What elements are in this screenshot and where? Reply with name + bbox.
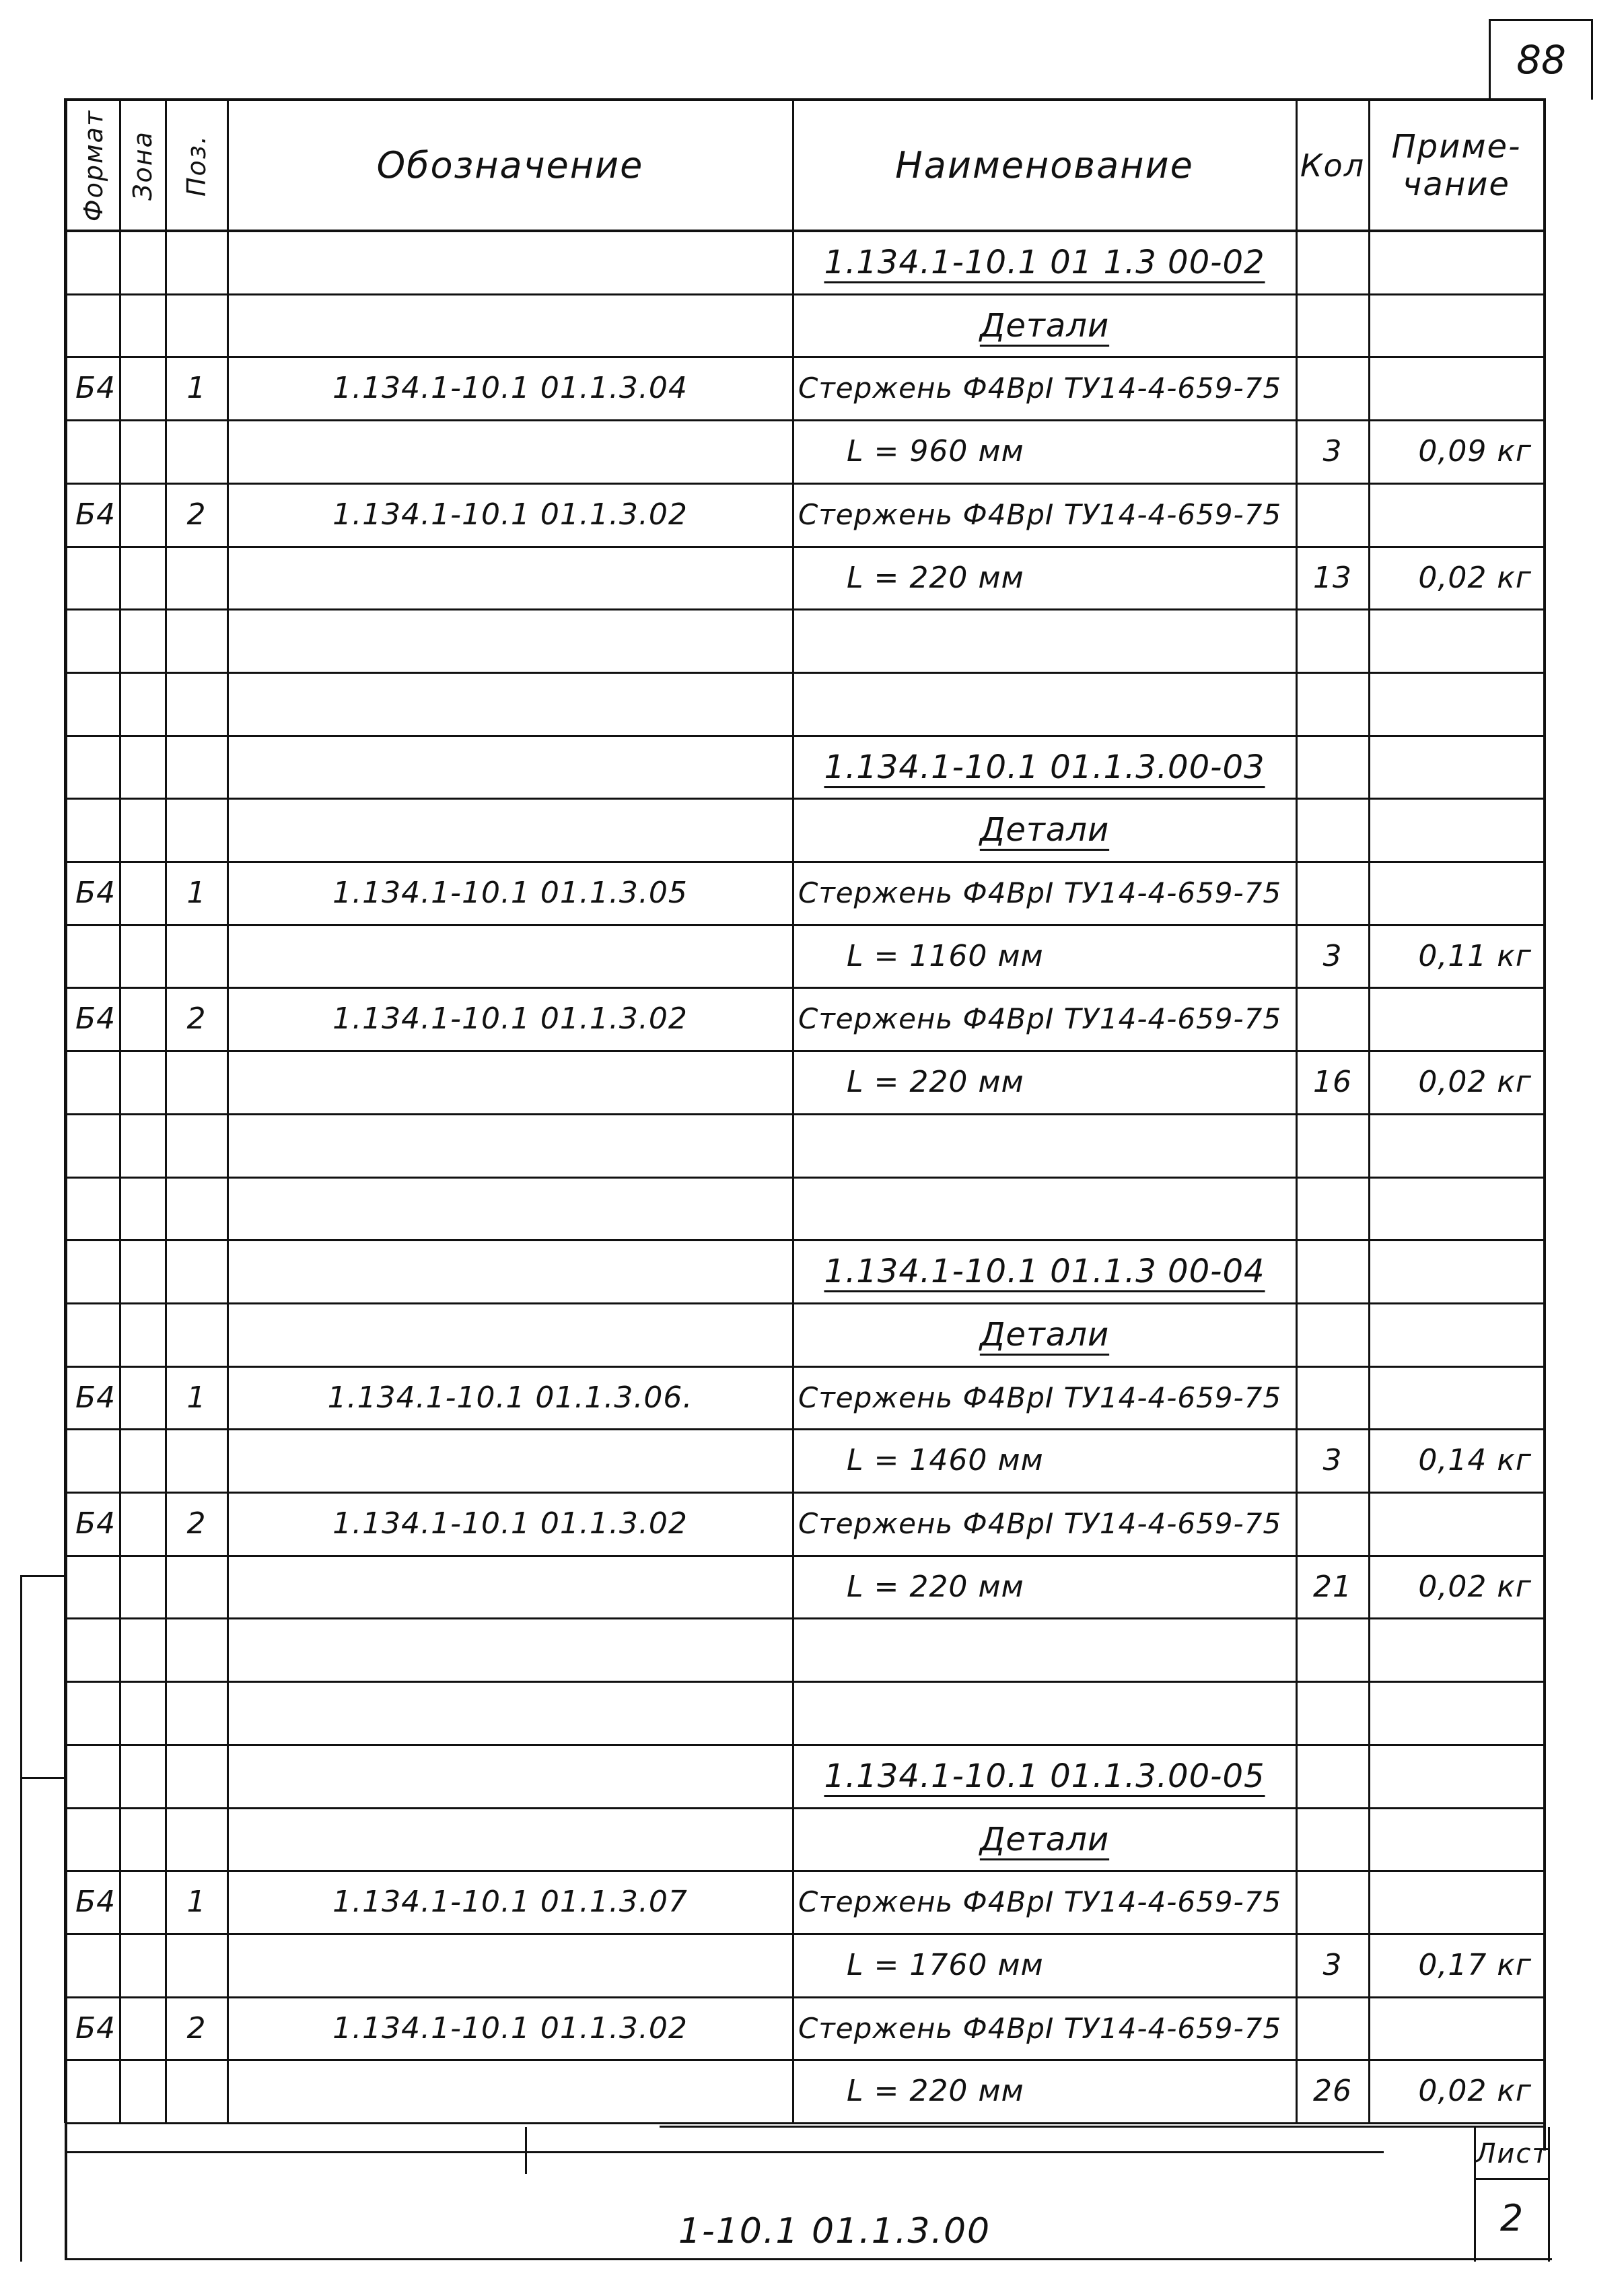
row-length: L = 220 мм (847, 1065, 1024, 1099)
row-divider (65, 798, 1545, 800)
row-note (1369, 1303, 1544, 1366)
row-quantity: 26 (1313, 2074, 1352, 2108)
header-name: Наименование (895, 144, 1194, 186)
row-note (1369, 1618, 1544, 1681)
row-quantity (1296, 1618, 1369, 1681)
group-title-text: 1.134.1-10.1 01.1.3.00-05 (824, 1757, 1265, 1795)
row-format: Б4 (75, 2011, 116, 2046)
row-name: Стержень Ф4ВрI ТУ14-4-659-75 (798, 1507, 1282, 1540)
row-divider (65, 1050, 1545, 1052)
row-quantity (1296, 1240, 1369, 1303)
row-group-title (793, 294, 1296, 357)
row-position (166, 1745, 227, 1808)
frame-left-line (65, 98, 67, 2259)
row-format: Б4 (75, 1002, 116, 1036)
row-quantity (1296, 736, 1369, 799)
row-length: L = 1460 мм (847, 1443, 1044, 1477)
page-number-box-right (1591, 19, 1593, 100)
row-designation (227, 294, 793, 357)
row-divider (65, 1302, 1545, 1304)
row-format (67, 1808, 120, 1871)
column-divider (1296, 98, 1298, 2123)
row-format (67, 1303, 120, 1366)
row-quantity (1296, 357, 1369, 420)
row-designation: 1.134.1-10.1 01.1.3.07 (332, 1885, 688, 1919)
row-divider (65, 1617, 1545, 1619)
row-designation (227, 672, 793, 736)
row-note (1369, 1681, 1544, 1745)
row-quantity: 16 (1313, 1065, 1352, 1099)
header-format: Формат (79, 109, 109, 221)
row-position: 1 (186, 1381, 207, 1415)
row-format (67, 1681, 120, 1745)
group-title-text: 1.134.1-10.1 01.1.3.00-03 (824, 748, 1265, 786)
row-divider (65, 419, 1545, 421)
row-designation: 1.134.1-10.1 01.1.3.06. (327, 1381, 693, 1415)
row-note (1369, 1114, 1544, 1177)
row-format (67, 1556, 120, 1619)
row-divider (65, 1366, 1545, 1368)
row-designation (227, 1114, 793, 1177)
row-designation (227, 2060, 793, 2123)
row-position: 2 (186, 2011, 207, 2046)
row-divider (65, 1744, 1545, 1746)
row-divider (65, 2122, 1545, 2124)
column-divider (165, 98, 167, 2123)
row-position (166, 1934, 227, 1997)
row-divider (65, 293, 1545, 295)
row-position (166, 1618, 227, 1681)
row-quantity (1296, 987, 1369, 1051)
row-length: L = 220 мм (847, 561, 1024, 595)
row-name (793, 1177, 1296, 1241)
row-quantity: 13 (1313, 561, 1352, 595)
row-note (1369, 736, 1544, 799)
column-divider (119, 98, 121, 2123)
row-divider (65, 1555, 1545, 1557)
row-quantity: 3 (1322, 1443, 1343, 1477)
row-position (166, 1681, 227, 1745)
title-block-tick (525, 2127, 527, 2174)
row-note (1369, 672, 1544, 736)
row-name: Стержень Ф4ВрI ТУ14-4-659-75 (798, 1002, 1282, 1035)
row-note (1369, 483, 1544, 547)
row-note: 0,02 кг (1418, 1065, 1532, 1099)
row-designation: 1.134.1-10.1 01.1.3.02 (332, 2011, 688, 2046)
row-divider (65, 672, 1545, 674)
row-name: Стержень Ф4ВрI ТУ14-4-659-75 (798, 372, 1282, 405)
column-divider (227, 98, 229, 2123)
row-note (1369, 987, 1544, 1051)
sheet-number: 2 (1499, 2196, 1525, 2239)
row-divider (65, 1492, 1545, 1494)
row-name (793, 1114, 1296, 1177)
row-format: Б4 (75, 1381, 116, 1415)
row-group-title (793, 1303, 1296, 1366)
header-pos: Поз. (182, 134, 212, 197)
row-note: 0,14 кг (1418, 1443, 1532, 1477)
row-group-title (793, 1745, 1296, 1808)
row-quantity (1296, 1808, 1369, 1871)
binding-margin-top (20, 1575, 66, 1577)
row-format (67, 1114, 120, 1177)
header-top-line (65, 98, 1545, 101)
row-length: L = 220 мм (847, 1570, 1024, 1604)
row-designation (227, 1051, 793, 1114)
row-position (166, 1429, 227, 1492)
row-quantity: 3 (1322, 434, 1343, 468)
row-designation: 1.134.1-10.1 01.1.3.04 (332, 371, 688, 405)
row-format: Б4 (75, 371, 116, 405)
row-position: 2 (186, 497, 207, 532)
row-position (166, 2060, 227, 2123)
row-divider (65, 1870, 1545, 1872)
group-title-text: 1.134.1-10.1 01 1.3 00-02 (824, 244, 1265, 281)
document-number: 1-10.1 01.1.3.00 (678, 2211, 991, 2251)
row-note (1369, 294, 1544, 357)
row-position (166, 736, 227, 799)
row-position: 2 (186, 1506, 207, 1541)
row-divider (65, 1177, 1545, 1179)
row-group-title (793, 1808, 1296, 1871)
row-designation (227, 1808, 793, 1871)
row-note (1369, 1240, 1544, 1303)
row-format (67, 1240, 120, 1303)
row-format (67, 547, 120, 610)
row-quantity (1296, 1745, 1369, 1808)
row-format (67, 1051, 120, 1114)
row-divider (65, 1807, 1545, 1809)
row-format (67, 1934, 120, 1997)
row-divider (65, 546, 1545, 548)
row-position (166, 231, 227, 294)
row-quantity (1296, 1871, 1369, 1934)
title-block-inner-line (65, 2151, 1384, 2153)
binding-margin-line (20, 1575, 22, 2262)
row-designation (227, 1934, 793, 1997)
page-number: 88 (1516, 37, 1566, 83)
row-group-title (793, 1240, 1296, 1303)
row-designation (227, 609, 793, 672)
frame-right-line (1543, 98, 1546, 2151)
row-quantity: 21 (1313, 1570, 1352, 1604)
row-designation (227, 547, 793, 610)
row-quantity (1296, 609, 1369, 672)
row-position (166, 1240, 227, 1303)
row-quantity (1296, 294, 1369, 357)
row-name: Стержень Ф4ВрI ТУ14-4-659-75 (798, 2012, 1282, 2045)
row-group-title (793, 798, 1296, 862)
sheet-label: Лист (1475, 2138, 1549, 2169)
row-note (1369, 357, 1544, 420)
group-title-text: 1.134.1-10.1 01.1.3 00-04 (824, 1253, 1265, 1290)
row-format: Б4 (75, 1885, 116, 1919)
row-name: Стержень Ф4ВрI ТУ14-4-659-75 (798, 1885, 1282, 1918)
row-divider (65, 356, 1545, 358)
row-note: 0,02 кг (1418, 1570, 1532, 1604)
group-title-text: Детали (979, 811, 1110, 849)
row-note (1369, 798, 1544, 862)
header-bottom-line (65, 230, 1545, 232)
row-format (67, 420, 120, 483)
row-note: 0,09 кг (1418, 434, 1532, 468)
row-designation (227, 1681, 793, 1745)
row-format (67, 1429, 120, 1492)
group-title-text: Детали (979, 1316, 1110, 1354)
row-position (166, 420, 227, 483)
title-block-top-line (660, 2126, 1544, 2128)
row-divider (65, 1681, 1545, 1683)
row-divider (65, 1996, 1545, 1998)
row-designation (227, 925, 793, 988)
row-name: Стержень Ф4ВрI ТУ14-4-659-75 (798, 876, 1282, 909)
header-designation: Обозначение (376, 144, 644, 186)
row-position: 1 (186, 371, 207, 405)
row-divider (65, 483, 1545, 485)
row-position (166, 547, 227, 610)
row-divider (65, 1239, 1545, 1241)
row-position (166, 798, 227, 862)
column-divider (792, 98, 794, 2123)
row-format: Б4 (75, 497, 116, 532)
row-designation (227, 1618, 793, 1681)
row-designation (227, 1745, 793, 1808)
row-quantity (1296, 798, 1369, 862)
row-divider (65, 924, 1545, 926)
row-note (1369, 1871, 1544, 1934)
row-note: 0,11 кг (1418, 939, 1532, 973)
row-quantity (1296, 1177, 1369, 1241)
row-position (166, 1556, 227, 1619)
row-length: L = 220 мм (847, 2074, 1024, 2108)
row-designation (227, 1240, 793, 1303)
row-quantity: 3 (1322, 939, 1343, 973)
row-designation (227, 1177, 793, 1241)
row-designation (227, 231, 793, 294)
row-position (166, 1051, 227, 1114)
row-format (67, 736, 120, 799)
row-note (1369, 1745, 1544, 1808)
row-designation: 1.134.1-10.1 01.1.3.05 (332, 876, 688, 910)
row-divider (65, 861, 1545, 863)
row-format (67, 798, 120, 862)
row-format (67, 231, 120, 294)
row-divider (65, 1113, 1545, 1115)
row-position (166, 609, 227, 672)
row-quantity (1296, 1114, 1369, 1177)
row-designation: 1.134.1-10.1 01.1.3.02 (332, 497, 688, 532)
row-note (1369, 1492, 1544, 1556)
row-format (67, 609, 120, 672)
row-quantity (1296, 1681, 1369, 1745)
row-note (1369, 231, 1544, 294)
row-quantity (1296, 672, 1369, 736)
row-quantity (1296, 1366, 1369, 1430)
row-designation: 1.134.1-10.1 01.1.3.02 (332, 1506, 688, 1541)
row-quantity (1296, 231, 1369, 294)
row-note (1369, 1997, 1544, 2060)
row-note (1369, 1366, 1544, 1430)
row-name (793, 1681, 1296, 1745)
row-position (166, 925, 227, 988)
row-format: Б4 (75, 1506, 116, 1541)
row-position (166, 1114, 227, 1177)
row-position: 1 (186, 876, 207, 910)
row-format: Б4 (75, 876, 116, 910)
row-name (793, 672, 1296, 736)
row-quantity (1296, 483, 1369, 547)
row-designation (227, 1556, 793, 1619)
row-name: Стержень Ф4ВрI ТУ14-4-659-75 (798, 1381, 1282, 1414)
row-length: L = 1760 мм (847, 1948, 1044, 1982)
page-number-box-left (1489, 19, 1491, 100)
row-quantity (1296, 1303, 1369, 1366)
page-number-box-top (1489, 19, 1592, 21)
row-divider (65, 735, 1545, 737)
row-designation: 1.134.1-10.1 01.1.3.02 (332, 1002, 688, 1036)
row-divider (65, 608, 1545, 610)
row-quantity (1296, 1997, 1369, 2060)
row-name (793, 1618, 1296, 1681)
group-title-text: Детали (979, 307, 1110, 345)
row-designation (227, 420, 793, 483)
row-quantity (1296, 862, 1369, 925)
row-format (67, 672, 120, 736)
row-note: 0,02 кг (1418, 2074, 1532, 2108)
row-quantity (1296, 1492, 1369, 1556)
row-position (166, 672, 227, 736)
row-group-title (793, 231, 1296, 294)
column-divider (1368, 98, 1370, 2123)
row-designation (227, 1429, 793, 1492)
row-format (67, 1745, 120, 1808)
sheet-box-divider (1474, 2178, 1548, 2180)
header-note (1369, 100, 1544, 231)
header-note-line2: чание (1403, 165, 1510, 203)
row-note (1369, 1808, 1544, 1871)
row-name (793, 609, 1296, 672)
row-quantity: 3 (1322, 1948, 1343, 1982)
row-position (166, 294, 227, 357)
row-designation (227, 736, 793, 799)
row-length: L = 1160 мм (847, 939, 1044, 973)
row-format (67, 1618, 120, 1681)
row-position (166, 1808, 227, 1871)
row-note: 0,02 кг (1418, 561, 1532, 595)
row-divider (65, 2059, 1545, 2061)
header-qty: Кол (1300, 147, 1366, 184)
row-position: 2 (186, 1002, 207, 1036)
row-format (67, 2060, 120, 2123)
row-position (166, 1177, 227, 1241)
row-format (67, 925, 120, 988)
row-designation (227, 798, 793, 862)
row-name: Стержень Ф4ВрI ТУ14-4-659-75 (798, 498, 1282, 531)
row-note (1369, 1177, 1544, 1241)
group-title-text: Детали (979, 1821, 1110, 1858)
row-position (166, 1303, 227, 1366)
row-format (67, 1177, 120, 1241)
row-format (67, 294, 120, 357)
row-note (1369, 862, 1544, 925)
row-note: 0,17 кг (1418, 1948, 1532, 1982)
row-position: 1 (186, 1885, 207, 1919)
row-divider (65, 987, 1545, 989)
header-note-line1: Приме- (1391, 127, 1522, 166)
row-divider (65, 1428, 1545, 1430)
row-length: L = 960 мм (847, 434, 1024, 468)
header-zone: Зона (128, 130, 157, 201)
row-divider (65, 1933, 1545, 1935)
row-designation (227, 1303, 793, 1366)
binding-margin-mid (20, 1777, 66, 1779)
row-note (1369, 609, 1544, 672)
row-group-title (793, 736, 1296, 799)
